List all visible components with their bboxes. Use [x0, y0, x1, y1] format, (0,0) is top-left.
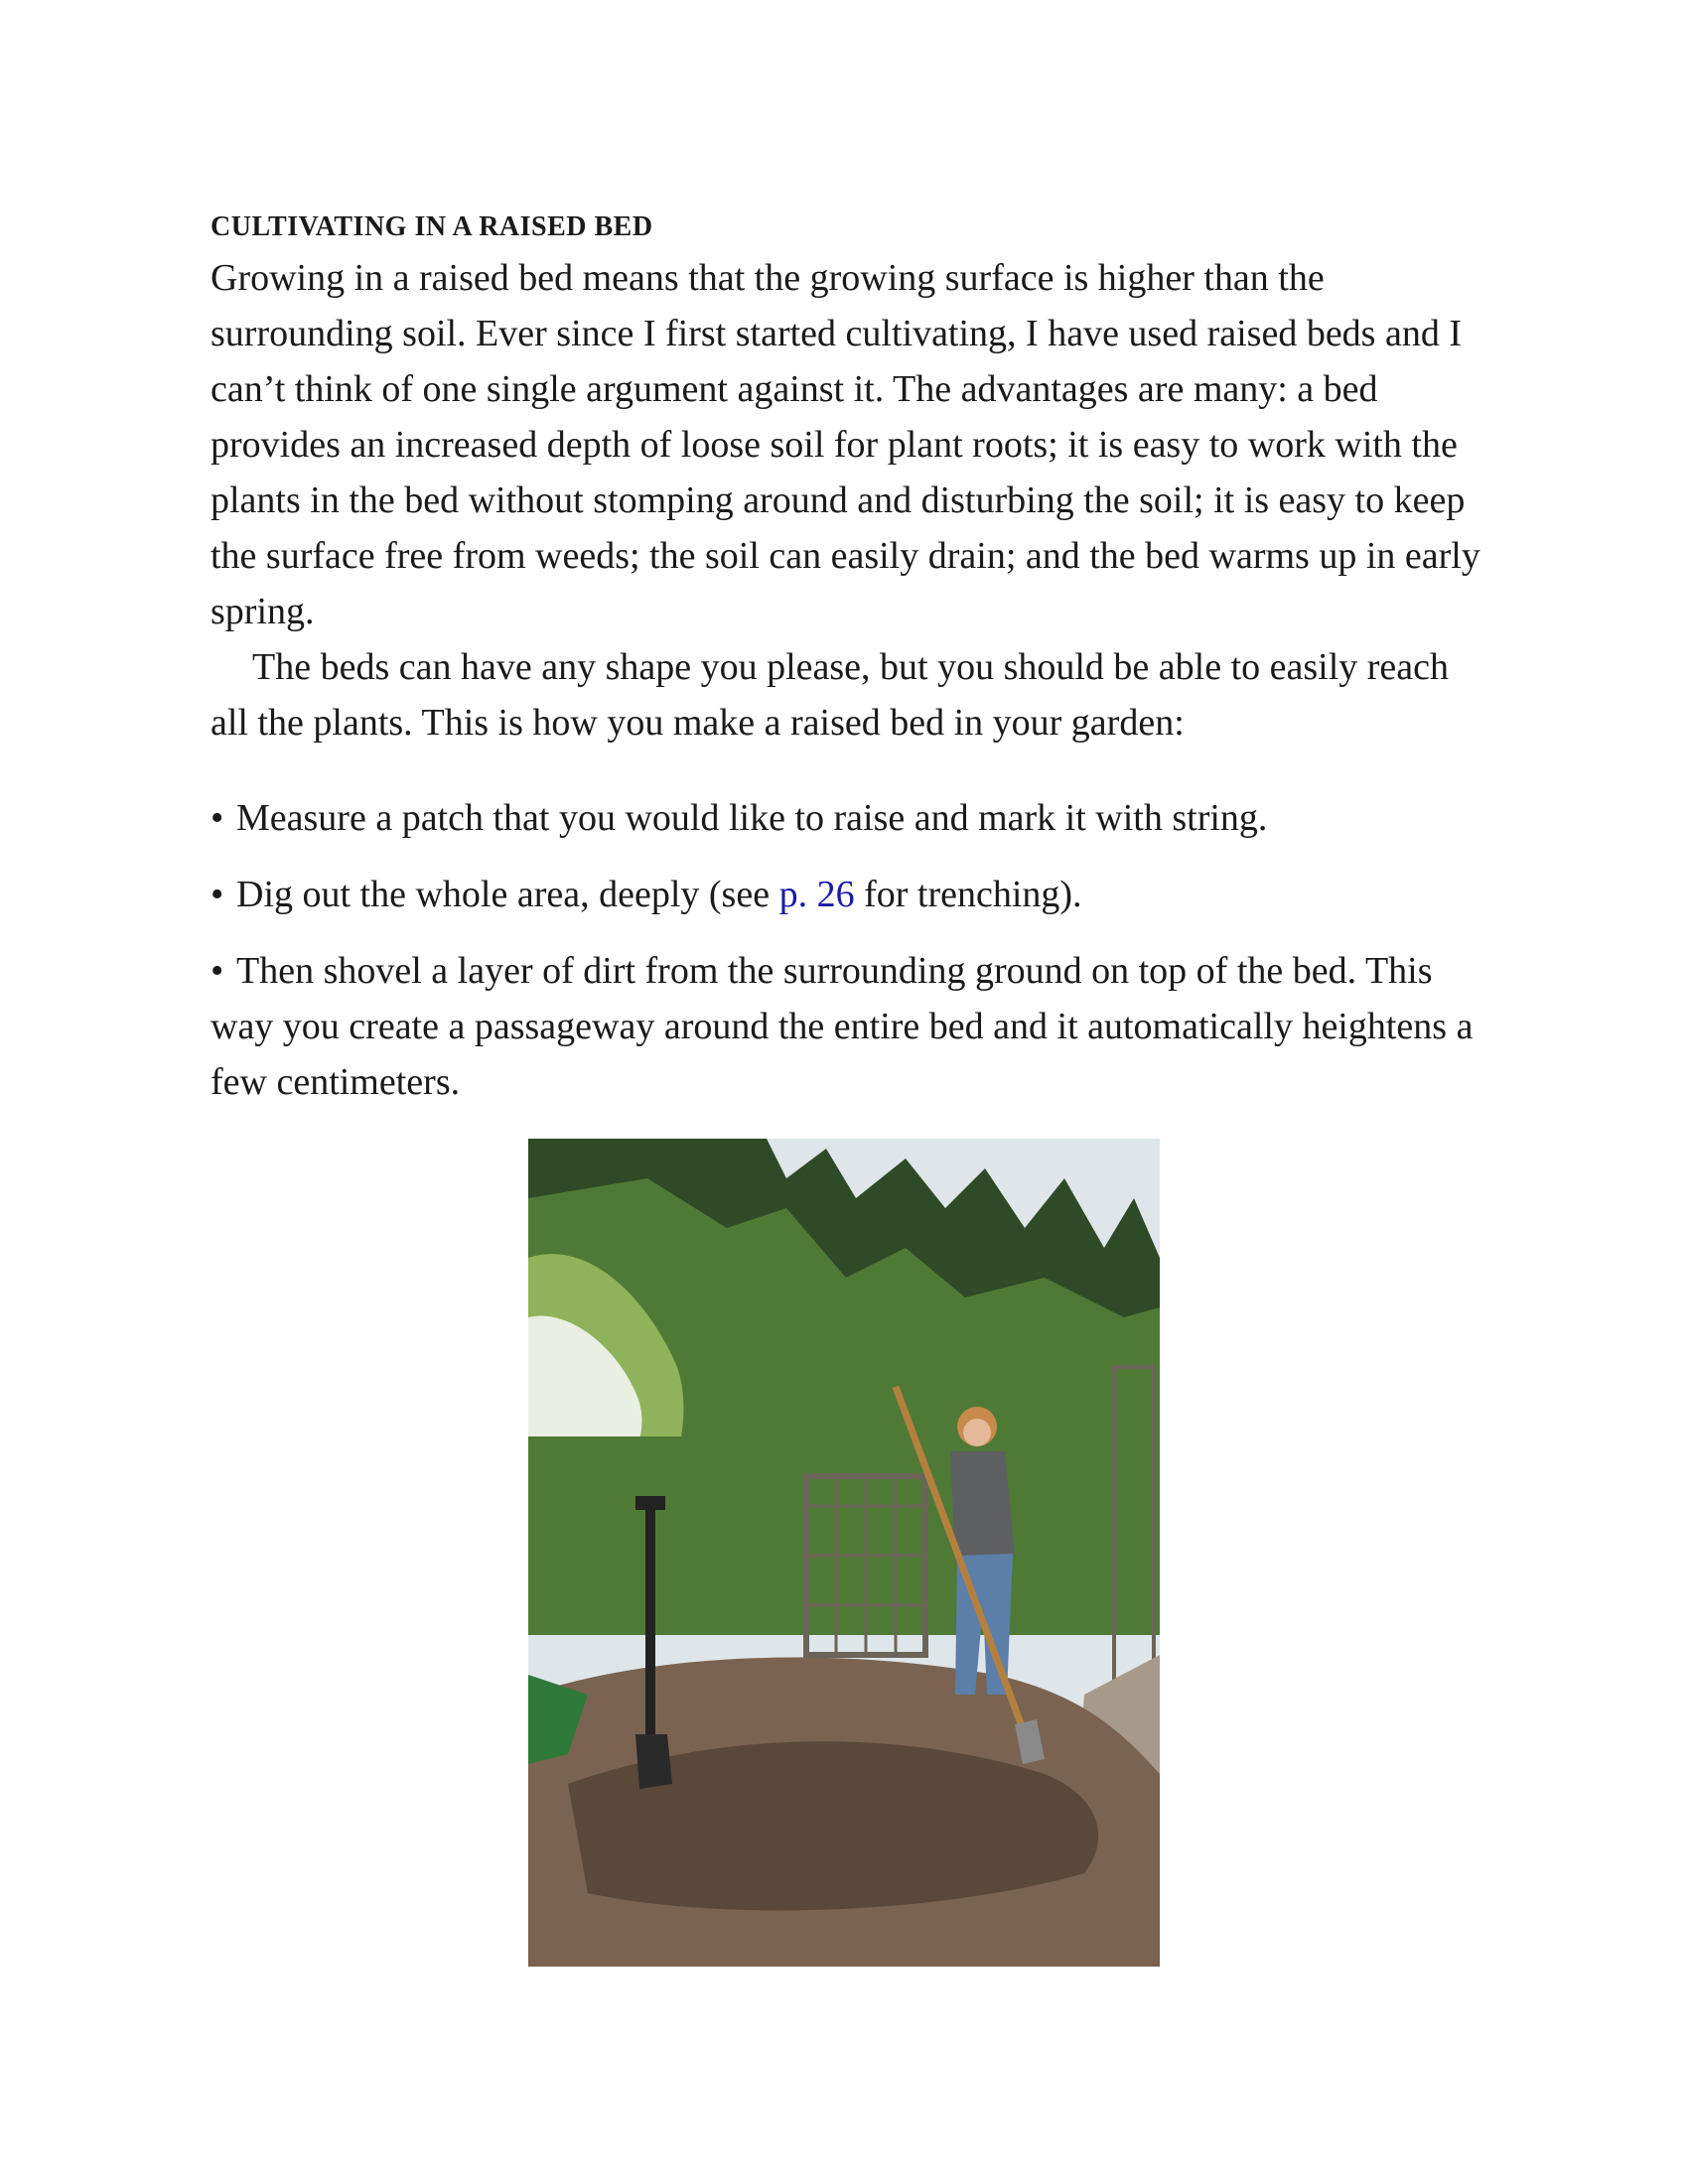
garden-photo [528, 1139, 1160, 1967]
list-item-text: Dig out the whole area, deeply (see [236, 874, 779, 915]
list-item [211, 790, 1491, 846]
bullet-icon: • [211, 797, 224, 839]
list-item-text: Measure a patch that you would like to raise and mark it with string. [236, 797, 1268, 839]
list-item-text: for trenching). [854, 874, 1082, 915]
bullet-icon: • [211, 874, 224, 915]
list-item-text: Then shovel a layer of dirt from the surrounding ground on top of the bed. This way you create a passageway around the entire bed and it automatically heightens a few centimeters. [211, 950, 1474, 1103]
list-item [211, 867, 1491, 922]
paragraph-2: The beds can have any shape you please, but you should be able to easily reach all the plants. This is how you make a raised bed in your garden: [211, 646, 1450, 744]
page-content [211, 210, 1491, 1131]
garden-photo-illustration [528, 1139, 1160, 1967]
page-reference-link[interactable]: p. 26 [778, 874, 855, 915]
section-heading: CULTIVATING IN A RAISED BED [211, 211, 653, 242]
bullet-icon: • [211, 950, 224, 992]
steps-list [211, 790, 1491, 1110]
paragraph-1: Growing in a raised bed means that the growing surface is higher than the surrounding soil. Ever since I first started cultivating, I have used raised beds and I can’t think of one single argument against it. The advantages are many: a bed provides an increased depth of loose soil for plant roots; it is easy to work with the plants in the bed without stomping around and disturbing the soil; it is easy to keep the surface free from weeds; the soil can easily drain; and the bed warms up in early spring. [211, 257, 1480, 632]
list-item [211, 943, 1491, 1110]
